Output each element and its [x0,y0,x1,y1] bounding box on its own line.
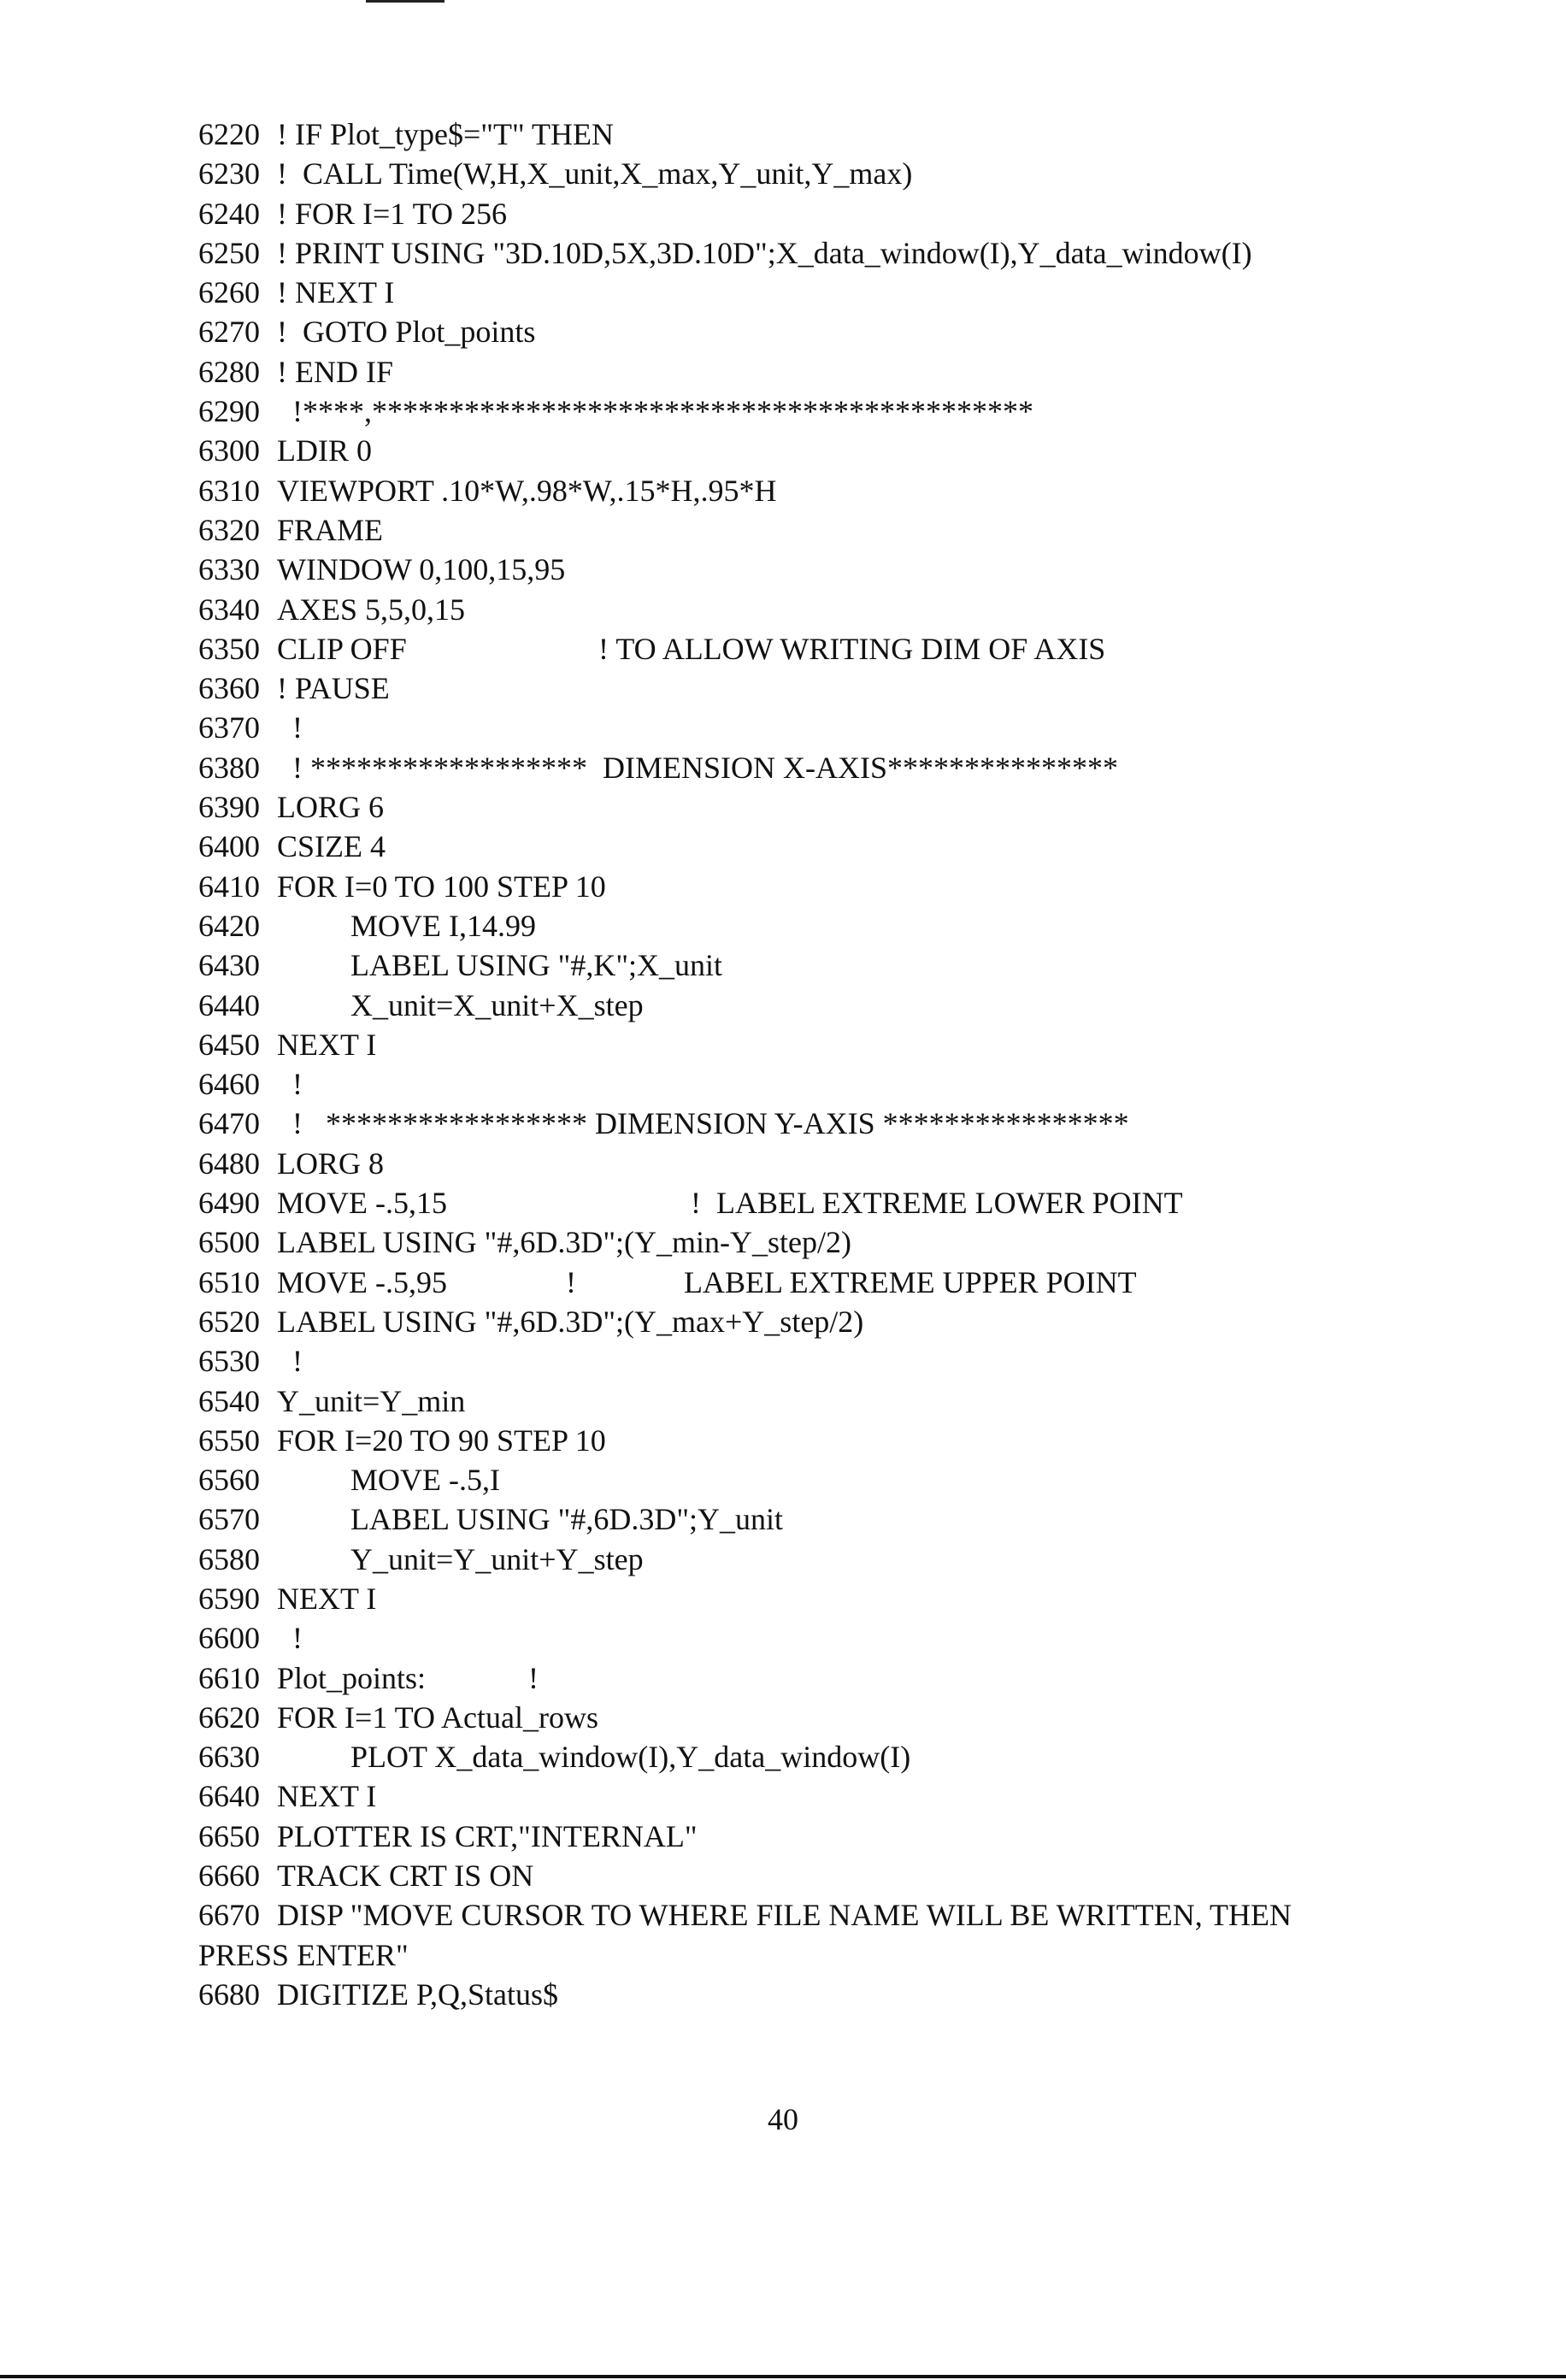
code-text: ! NEXT I [277,275,395,310]
line-number: 6630 [198,1740,260,1775]
code-text: FOR I=0 TO 100 STEP 10 [277,869,606,904]
line-number: 6590 [198,1581,260,1616]
inline-comment: ! LABEL EXTREME UPPER POINT [566,1264,1137,1299]
code-line [198,115,1463,154]
code-line [198,1935,1463,1975]
code-text: PLOTTER IS CRT,"INTERNAL" [277,1818,698,1853]
line-number: 6280 [198,354,260,389]
code-line [198,748,1463,787]
code-text: ! GOTO Plot_points [277,315,536,350]
code-line [198,1104,1463,1143]
line-number: 6350 [198,631,260,666]
code-text: Y_unit=Y_min [277,1383,466,1418]
line-number: 6530 [198,1344,260,1379]
code-line [198,590,1463,629]
code-text: ! PRINT USING "3D.10D,5X,3D.10D";X_data_window(I),Y_data_window(I) [277,235,1252,270]
code-text: Plot_points: [277,1660,427,1695]
code-text: ! [277,710,303,745]
code-text: ! ****************** DIMENSION X-AXIS*************** [277,750,1118,785]
line-number: 6540 [198,1383,260,1418]
code-line [198,1856,1463,1895]
code-text: ! CALL Time(W,H,X_unit,X_max,Y_unit,Y_max) [277,156,913,191]
code-text: FRAME [277,512,384,547]
code-line [198,986,1463,1025]
code-line [198,1421,1463,1460]
code-line [198,708,1463,747]
code-line [198,1381,1463,1421]
code-line [198,946,1463,985]
line-number: 6420 [198,908,260,943]
line-number: 6460 [198,1067,260,1102]
code-line [198,1222,1463,1262]
code-line [198,1263,1463,1302]
code-line [198,1499,1463,1539]
code-text: ! PAUSE [277,671,390,706]
code-text: PLOT X_data_window(I),Y_data_window(I) [350,1740,911,1775]
code-text: ! IF Plot_type$="T" THEN [277,117,615,151]
code-line [198,867,1463,906]
line-number: 6220 [198,117,260,151]
code-line [198,669,1463,708]
line-number: 6310 [198,473,260,508]
line-number: 6380 [198,750,260,785]
code-line [198,1658,1463,1698]
code-line [198,1144,1463,1183]
top-edge-mark [366,0,444,3]
code-text: MOVE -.5,95 [277,1264,447,1299]
line-number: 6330 [198,552,260,587]
line-number: 6560 [198,1463,260,1498]
code-text: LDIR 0 [277,433,372,468]
code-line [198,1698,1463,1737]
code-text: NEXT I [277,1581,377,1616]
line-number: 6610 [198,1660,260,1695]
code-text: !****,******************************************* [277,394,1033,429]
code-line [198,1618,1463,1658]
line-number: 6390 [198,790,260,825]
code-text: LABEL USING "#,K";X_unit [350,948,723,983]
line-number: 6480 [198,1146,260,1181]
line-number: 6490 [198,1186,260,1221]
code-line [198,1460,1463,1499]
code-text: PRESS ENTER" [198,1937,409,1972]
line-number: 6520 [198,1304,260,1339]
code-text: FOR I=20 TO 90 STEP 10 [277,1423,606,1458]
code-text: LORG 8 [277,1146,384,1181]
code-text: ! [277,1621,303,1656]
line-number: 6440 [198,987,260,1022]
code-line [198,1183,1463,1222]
line-number: 6410 [198,869,260,904]
line-number: 6260 [198,275,260,310]
inline-comment: ! TO ALLOW WRITING DIM OF AXIS [598,631,1106,666]
code-text: ! [277,1067,303,1102]
line-number: 6510 [198,1264,260,1299]
code-text: ! END IF [277,354,393,389]
code-line [198,471,1463,510]
code-line [198,352,1463,392]
line-number: 6270 [198,315,260,350]
code-line [198,392,1463,431]
code-text: FOR I=1 TO Actual_rows [277,1700,598,1735]
code-line [198,1817,1463,1856]
line-number: 6620 [198,1700,260,1735]
code-text: VIEWPORT .10*W,.98*W,.15*H,.95*H [277,473,777,508]
code-listing [198,115,1463,2014]
code-text: DIGITIZE P,Q,Status$ [277,1976,558,2012]
line-number: 6470 [198,1106,260,1141]
line-number: 6400 [198,829,260,864]
code-line [198,510,1463,550]
code-line [198,1579,1463,1618]
line-number: 6300 [198,433,260,468]
line-number: 6660 [198,1859,260,1894]
code-line [198,431,1463,470]
code-line [198,827,1463,866]
code-text: MOVE I,14.99 [350,908,536,943]
code-line [198,787,1463,827]
code-text: Y_unit=Y_unit+Y_step [350,1541,644,1576]
code-text: CLIP OFF [277,631,407,666]
line-number: 6340 [198,592,260,627]
page-number: 40 [768,2102,798,2136]
code-text: NEXT I [277,1779,377,1814]
line-number: 6240 [198,196,260,231]
code-line [198,312,1463,351]
line-number: 6450 [198,1027,260,1062]
code-text: DISP "MOVE CURSOR TO WHERE FILE NAME WILL BE WRITTEN, THEN [277,1898,1292,1933]
code-text: MOVE -.5,I [350,1463,500,1498]
line-number: 6290 [198,394,260,429]
code-line [198,194,1463,233]
code-line [198,1975,1463,2014]
inline-comment: ! LABEL EXTREME LOWER POINT [691,1186,1183,1221]
code-line [198,154,1463,193]
line-number: 6640 [198,1779,260,1814]
code-text: NEXT I [277,1027,377,1062]
code-line [198,550,1463,589]
code-text: MOVE -.5,15 [277,1186,447,1221]
code-text: LABEL USING "#,6D.3D";Y_unit [350,1502,784,1537]
line-number: 6370 [198,710,260,745]
code-line [198,1540,1463,1579]
line-number: 6600 [198,1621,260,1656]
line-number: 6430 [198,948,260,983]
code-text: ! FOR I=1 TO 256 [277,196,507,231]
code-line [198,1064,1463,1104]
code-line [198,1737,1463,1776]
line-number: 6580 [198,1541,260,1576]
code-text: CSIZE 4 [277,829,386,864]
inline-comment: ! [528,1660,539,1695]
line-number: 6680 [198,1976,260,2012]
code-text: LABEL USING "#,6D.3D";(Y_min-Y_step/2) [277,1225,851,1260]
code-text: AXES 5,5,0,15 [277,592,466,627]
line-number: 6320 [198,512,260,547]
line-number: 6570 [198,1502,260,1537]
code-text: LORG 6 [277,790,384,825]
code-text: WINDOW 0,100,15,95 [277,552,566,587]
line-number: 6650 [198,1818,260,1853]
code-line [198,1302,1463,1341]
line-number: 6360 [198,671,260,706]
line-number: 6250 [198,235,260,270]
code-text: X_unit=X_unit+X_step [350,987,644,1022]
code-line [198,629,1463,669]
code-line [198,1341,1463,1381]
code-text: ! [277,1344,303,1379]
code-text: TRACK CRT IS ON [277,1859,534,1894]
bottom-rule [0,2375,1566,2378]
code-text: ! ***************** DIMENSION Y-AXIS **************** [277,1106,1129,1141]
code-line [198,906,1463,946]
code-line [198,233,1463,273]
line-number: 6230 [198,156,260,191]
code-line [198,273,1463,312]
code-line [198,1776,1463,1816]
line-number: 6550 [198,1423,260,1458]
line-number: 6500 [198,1225,260,1260]
line-number: 6670 [198,1898,260,1933]
code-text: LABEL USING "#,6D.3D";(Y_max+Y_step/2) [277,1304,864,1339]
code-line [198,1025,1463,1064]
code-line [198,1895,1463,1935]
